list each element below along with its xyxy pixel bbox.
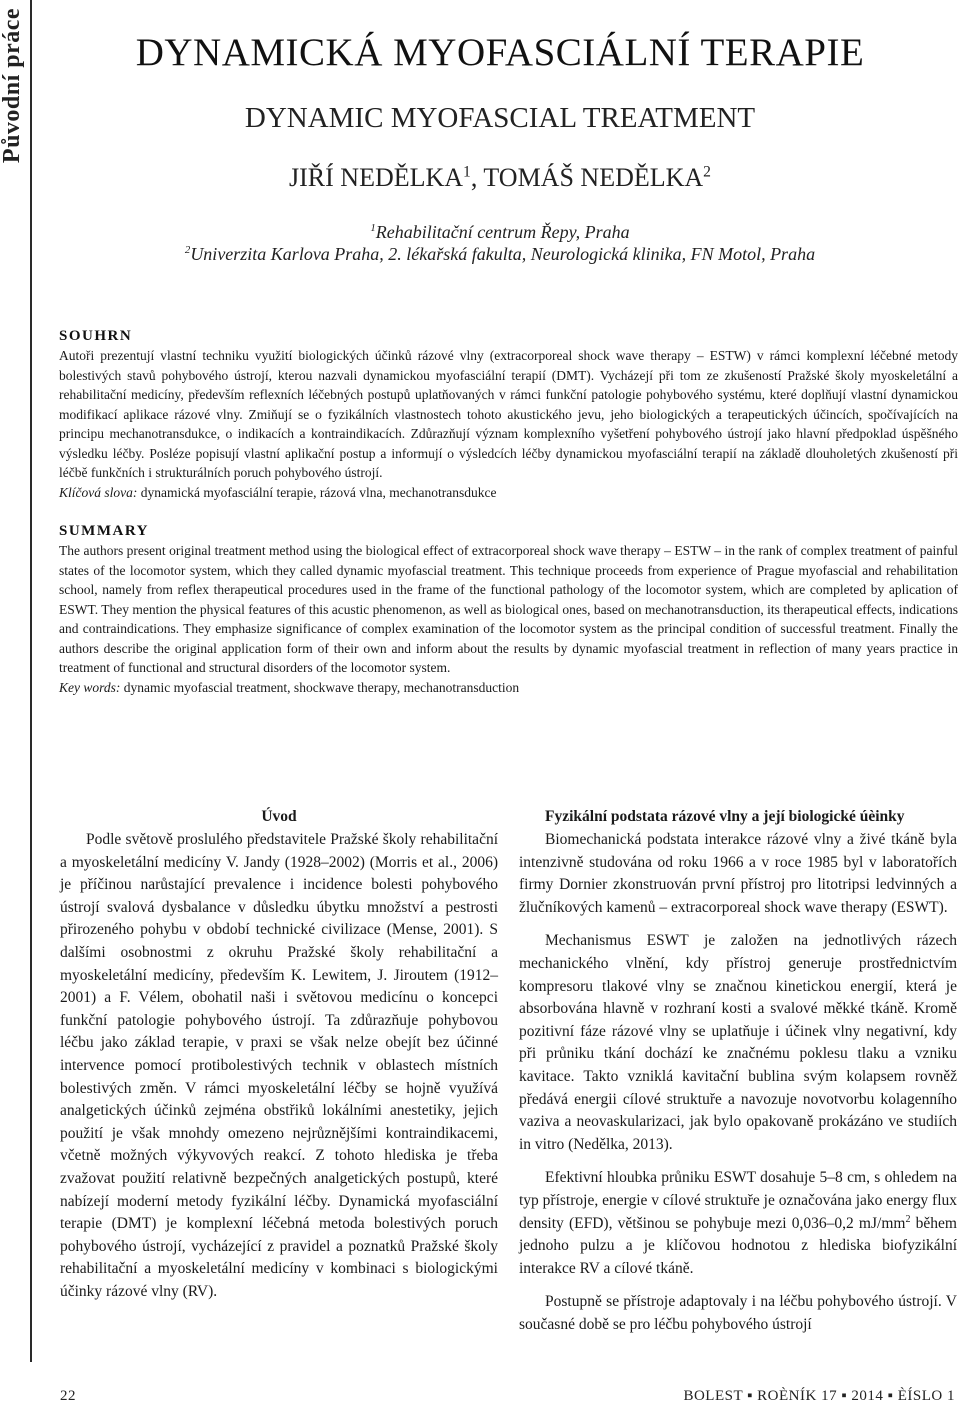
- author-2: TOMÁŠ NEDĚLKA: [483, 163, 704, 192]
- keywords-czech: [59, 483, 958, 503]
- abstract-english-heading: SUMMARY: [59, 523, 149, 539]
- footer-separator-3: ▪: [887, 1388, 894, 1404]
- abstract-czech: [59, 327, 958, 502]
- affiliation-2-marker: 2: [184, 244, 191, 256]
- article-title: DYNAMICKÁ MYOFASCIÁLNÍ TERAPIE: [135, 31, 865, 74]
- article-title-english: DYNAMIC MYOFASCIAL TREATMENT: [244, 102, 756, 134]
- abstract-english: [59, 522, 958, 697]
- affiliation-1: [40, 222, 960, 243]
- journal-year: 2014: [851, 1388, 884, 1404]
- page-number: 22: [60, 1388, 76, 1404]
- keywords-english: [59, 678, 958, 698]
- side-rule: [30, 0, 32, 1362]
- unit-exponent: 2: [905, 1213, 911, 1225]
- footer-separator-2: ▪: [841, 1388, 848, 1404]
- body-paragraph-3-part-1: Efektivní hloubka průniku ESWT dosahuje 5–8 cm, s ohledem na typ přístroje, energie v cílové struktuře je označována jako energy flux density (EFD), většinou se pohybuje mezi 0,036–0,2 mJ/mm: [519, 1169, 958, 1232]
- author-separator: ,: [470, 163, 484, 192]
- author-1-affiliation: 1: [463, 163, 471, 181]
- body-paragraph-3-part-2: během jednoho pulzu a je klíčovou hodnotou z hlediska biofyzikální interakce RV a cílové tkáně.: [519, 1214, 957, 1277]
- keywords-english-text: dynamic myofascial treatment, shockwave therapy, mechanotransduction: [120, 679, 520, 695]
- abstract-czech-text: Autoři prezentují vlastní techniku využití biologických účinků rázové vlny (extracorporeal shock wave therapy – ESTW) v rámci komplexní léčebné metody bolestivých stavů pohybového ústrojí, kterou nazvali dynamickou myofasciální terapií (DMT). Vycházejí při tom ze zkušeností Pražské školy myoskeletální a rehabilitační medicíny, především reflexních léčebných postupů uplatňovaných v rámci funkční patologie pohybového systému, které doplňují vlastní dynamickou modifikací aplikace rázové vlny. Zmiňují se o fyzikálních vlastnostech tohoto akustického jevu, jeho biologických a terapeutických účincích, spočívajících na principu mechanotransdukce, o indikacích a kontraindikacích. Zdůrazňují význam komplexního vyšetření pohybového ústrojí jako hlavní předpoklad úspěšného výsledku léčby. Posléze popisují vlastní aplikační postup a informují o výsledcích léčby dynamickou myofasciální terapií na základě dlouholetých zkušeností při léčbě funkčních i strukturálních poruch pohybového ústrojí.: [59, 348, 958, 480]
- section-heading-intro: Úvod: [261, 808, 297, 825]
- body-paragraph-2: Mechanismus ESWT je založen na jednotlivých rázech mechanického vlnění, kdy přístroj generuje prostřednictvím kompresoru tlakové vlny se značnou kinetickou energií, která je absorbována hlavně v rozhraní kosti a svalové měkké tkáně. Kromě pozitivní fáze rázové vlny se uplatňuje i účinek vlny negativní, kdy při průniku tkání dochází ke značnému poklesu tlaku a vzniku kavitace. Takto vzniklá kavitační bublina svým kolapsem rovněž předává energii cílové struktuře a navozuje novotvorbu kolagenního vaziva a neovaskularizaci, jak bylo opakovaně prokázáno ve studiích in vitro (Nedělka, 2013).: [519, 932, 957, 1153]
- body-paragraph-1: Biomechanická podstata interakce rázové vlny a živé tkáně byla intenzivně studována od roku 1966 a v roce 1985 byl v laboratořích firmy Dornier zkonstruován první přístroj pro litotripsi ledvinných a žlučníkových kamenů – extracorporeal shock wave therapy (ESWT).: [519, 831, 957, 916]
- affiliation-2-text: Univerzita Karlova Praha, 2. lékařská fakulta, Neurologická klinika, FN Motol, Praha: [190, 244, 816, 264]
- section-label: [0, 0, 30, 170]
- right-column: [519, 806, 957, 1336]
- author-2-affiliation: 2: [703, 163, 711, 181]
- body-paragraph-4: Postupně se přístroje adaptovaly i na léčbu pohybového ústrojí. V současné době se pro léčbu pohybového ústrojí: [519, 1293, 957, 1333]
- authors: [40, 163, 960, 193]
- journal-name: BOLEST: [683, 1388, 743, 1404]
- affiliation-1-text: Rehabilitační centrum Řepy, Praha: [375, 222, 630, 242]
- abstract-czech-heading: SOUHRN: [59, 328, 133, 344]
- keywords-czech-text: dynamická myofasciální terapie, rázová vlna, mechanotransdukce: [137, 484, 497, 500]
- journal-volume: ROÈNÍK 17: [757, 1388, 838, 1404]
- keywords-czech-label: Klíčová slova:: [59, 484, 138, 500]
- section-heading-physics: Fyzikální podstata rázové vlny a její biologické úèinky: [545, 808, 905, 825]
- keywords-english-label: Key words:: [59, 679, 121, 695]
- journal-info: [683, 1388, 955, 1405]
- author-1: JIŘÍ NEDĚLKA: [289, 163, 464, 192]
- intro-paragraph: Podle světově proslulého představitele Pražské školy rehabilitační a myoskeletální medicíny V. Jandy (1928–2002) (Morris et al., 2006) je příčinou narůstající prevalence i incidence bolesti pohybového ústrojí svalová dysbalance v důsledku úbytku množství a pestrosti přirozeného pohybu v období technické civilizace (Mense, 2001). S dalšími osobnostmi z okruhu Pražské školy rehabilitační a myoskeletální medicíny, především K. Lewitem, J. Jiroutem (1912–2001) a F. Vélem, obohatil naši i světovou medicínu o koncepci funkční patologie pohybového ústrojí. Ta zdůrazňuje pohybovou léčbu jako základ terapie, v praxi se však nelze obejít bez účinné intervence pomocí protibolestivých technik v oblastech místních bolestivých změn. V rámci myoskeletální léčby se hojně využívá analgetických účinků zejména obstřiků lokálními anestetiky, jejich použití je však mnohdy omezeno nejrůznějšími kontraindikacemi, včetně možných výkyvových reakcí. Z tohoto hlediska je třeba zvažovat použití relativně bezpečných analgetických postupů, které nabízejí moderní metody fyzikální léčby. Dynamická myofasciální terapie (DMT) je komplexní léčebná metoda bolestivých poruch pohybového ústrojí, vycházející z pravidel a poznatků Pražské školy rehabilitační a myoskeletální medicíny v kombinaci s biologickými účinky rázové vlny (RV).: [60, 831, 498, 1300]
- affiliation-2: [40, 244, 960, 265]
- body-paragraph-3: [519, 1167, 957, 1280]
- affiliation-1-marker: 1: [370, 222, 376, 234]
- journal-issue: ÈÍSLO 1: [897, 1388, 955, 1404]
- abstract-english-text: The authors present original treatment method using the biological effect of extracorporeal shock wave therapy – ESTW – in the rank of complex treatment of painful states of the locomotor system, which they called dynamic myofascial treatment. This technique proceeds from experience of Prague myofascial and rehabilitation school, namely from reflex therapeutical procedures used in the frame of the functional pathology of the locomotor system, which are completed by aplication of ESWT. They mention the physical features of this acustic phenomenon, as well as biological ones, based on mechanotransduction, its therapeutical effects, indications and contraindications. They emphasize significance of complex examination of the locomotor system as the principal condition of successful treatment. Finally the authors describe the original application form of their own and inform about the results by dynamic myofascial treatment in reflection of many years practice in treatment of functional and structural disorders of the locomotor system.: [59, 543, 958, 675]
- section-label-text: Původní práce: [0, 7, 26, 163]
- footer-separator-1: ▪: [747, 1388, 753, 1404]
- left-column: [60, 806, 498, 1303]
